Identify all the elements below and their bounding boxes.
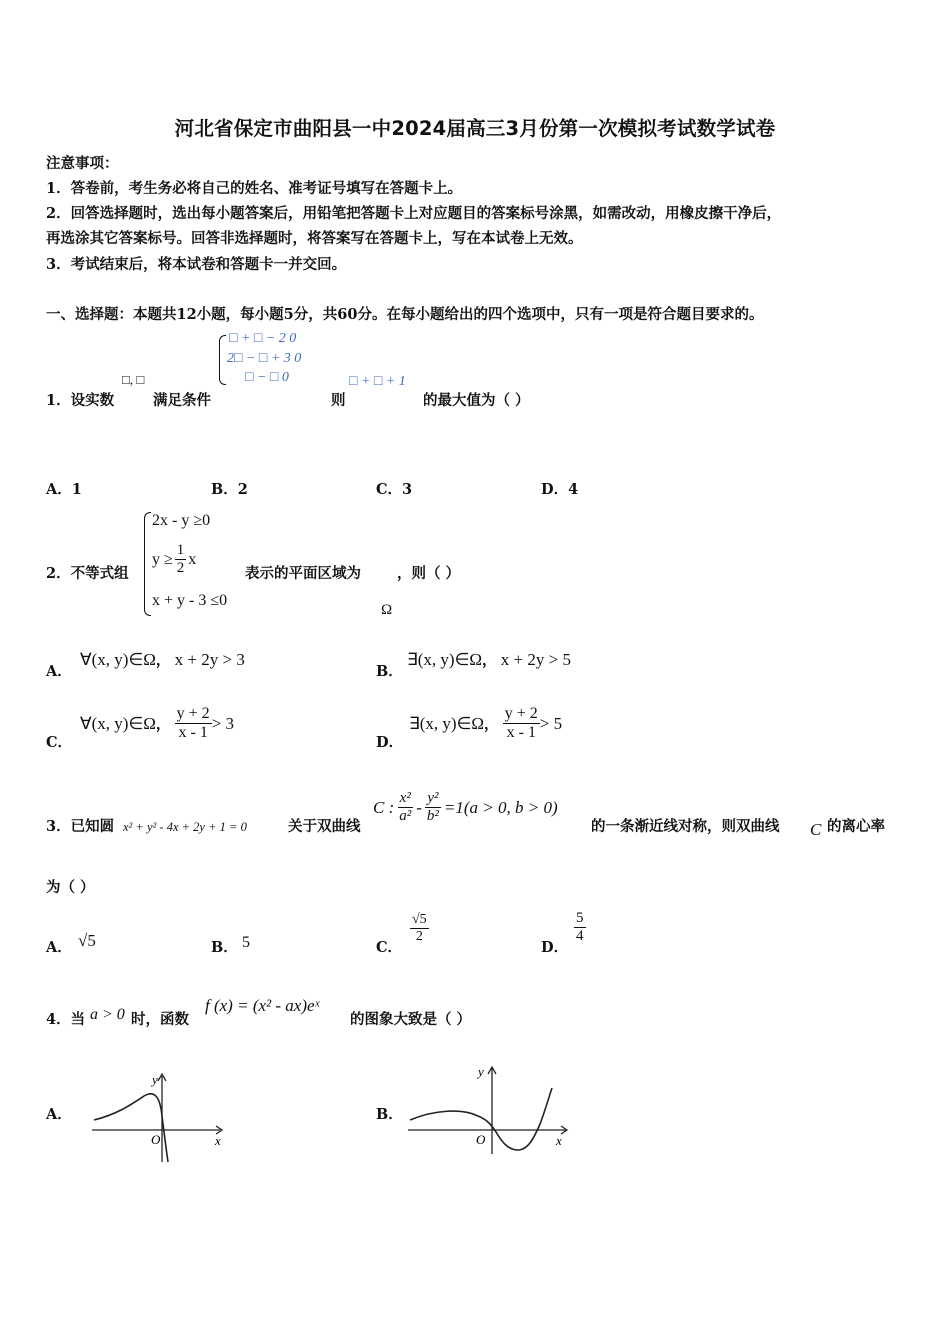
q4-suffix: 的图象大致是（ ） (350, 1011, 472, 1028)
q4-func: f (x) = (x² - ax)eˣ (205, 996, 320, 1015)
origin-label: O (476, 1132, 486, 1147)
notice-heading: 注意事项： (46, 155, 119, 172)
q3-c: C (810, 820, 822, 839)
q2-option-b: ∃(x, y)∈Ω， x + 2y > 5 (407, 650, 571, 669)
q2-option-b-label: B． (376, 663, 403, 680)
q2-option-c: ∀(x, y)∈Ω ， $\frac{y + 2}{x - 1}$ > 3 (80, 705, 235, 742)
q3-option-c: $\frac{√5}{2}$ (412, 912, 427, 945)
q3-option-b-label: B． (211, 939, 238, 956)
q4-option-a-label: A． (46, 1106, 72, 1123)
q3-prefix: 3．已知圆 (46, 818, 115, 835)
q2-cond-1: 2x - y ≥0 (152, 512, 211, 529)
q4-cond: a > 0 (90, 1006, 125, 1023)
q3-hyperbola: C : $\frac{\text{x²}}{\text{a²}}$ - $\frac{\text{y²}}{\text{b²}}$ =1(a > 0, b > 0) (373, 790, 558, 825)
notice-line-3: 再选涂其它答案标号。回答非选择题时，将答案写在答题卡上，写在本试卷上无效。 (46, 230, 583, 247)
q1-vars: □, □ (122, 372, 145, 387)
q1-cond-1: □ + □ − 2 0 (229, 331, 297, 346)
y-label: y (152, 1072, 158, 1087)
q3-mid1: 关于双曲线 (288, 818, 361, 835)
q1-option-a: A．1 (46, 481, 82, 498)
q2-mid: 表示的平面区域为 (245, 565, 361, 582)
q4-mid: 时，函数 (131, 1011, 189, 1028)
q1-prefix: 1．设实数 (46, 392, 115, 409)
x-label: x (556, 1133, 562, 1148)
q1-option-b: B．2 (211, 481, 248, 498)
q3-option-b: 5 (242, 934, 250, 951)
q4-graph-a (88, 1066, 228, 1166)
q4-prefix: 4．当 (46, 1011, 86, 1028)
curve (94, 1094, 168, 1162)
q3-suffix: 的离心率 (827, 818, 885, 835)
q2-omega: Ω (381, 602, 393, 618)
q4-graph-b (404, 1058, 576, 1158)
q2-option-d: ∃(x, y)∈Ω ， $\frac{y + 2}{x - 1}$ > 5 (409, 705, 563, 742)
q1-suffix: 的最大值为（ ） (423, 392, 530, 409)
q1-then: 则 (331, 392, 346, 409)
section-heading: 一、选择题：本题共12小题，每小题5分，共60分。在每小题给出的四个选项中，只有一项是符合题目要求的。 (46, 306, 764, 323)
q2-brace (144, 512, 151, 616)
q2-option-a: ∀(x, y)∈Ω， x + 2y > 3 (80, 650, 245, 669)
q2-option-d-label: D． (376, 734, 404, 751)
y-label: y (478, 1064, 484, 1079)
notice-line-2: 2．回答选择题时，选出每小题答案后，用铅笔把答题卡上对应题目的答案标号涂黑，如需改动，用橡皮擦干净后， (46, 205, 782, 222)
notice-line-1: 1．答卷前，考生务必将自己的姓名、准考证号填写在答题卡上。 (46, 180, 463, 197)
q3-mid2: 的一条渐近线对称，则双曲线 (591, 818, 780, 835)
q2-prefix: 2．不等式组 (46, 565, 129, 582)
notice-line-4: 3．考试结束后，将本试卷和答题卡一并交回。 (46, 256, 347, 273)
q1-mid: 满足条件 (153, 392, 211, 409)
q4-option-b-label: B． (376, 1106, 403, 1123)
q1-option-c: C．3 (376, 481, 413, 498)
q3-option-c-label: C． (376, 939, 403, 956)
q3-option-a-label: A． (46, 939, 72, 956)
q1-cond-2: 2□ − □ + 3 0 (227, 351, 302, 366)
q3-option-a: √5 (78, 931, 96, 950)
q1-option-d: D．4 (541, 481, 579, 498)
q3-line2: 为（ ） (46, 879, 95, 896)
q2-option-c-label: C． (46, 734, 73, 751)
q3-option-d: $\frac{5}{4}$ (576, 910, 584, 945)
q1-cond-3: □ − □ 0 (245, 370, 289, 385)
q1-expr: □ + □ + 1 (349, 374, 406, 389)
page-title: 河北省保定市曲阳县一中2024届高三3月份第一次模拟考试数学试卷 (174, 117, 776, 140)
origin-label: O (151, 1132, 161, 1147)
q2-suffix: ，则（ ） (397, 565, 461, 582)
q2-cond-3: x + y - 3 ≤0 (152, 592, 228, 609)
q2-option-a-label: A． (46, 663, 72, 680)
q3-option-d-label: D． (541, 939, 569, 956)
q1-brace (219, 335, 226, 385)
x-label: x (215, 1133, 221, 1148)
q3-circle: x² + y² - 4x + 2y + 1 = 0 (123, 820, 247, 834)
q2-cond-2: y ≥ $\frac{1}{2}$ x (152, 542, 197, 577)
